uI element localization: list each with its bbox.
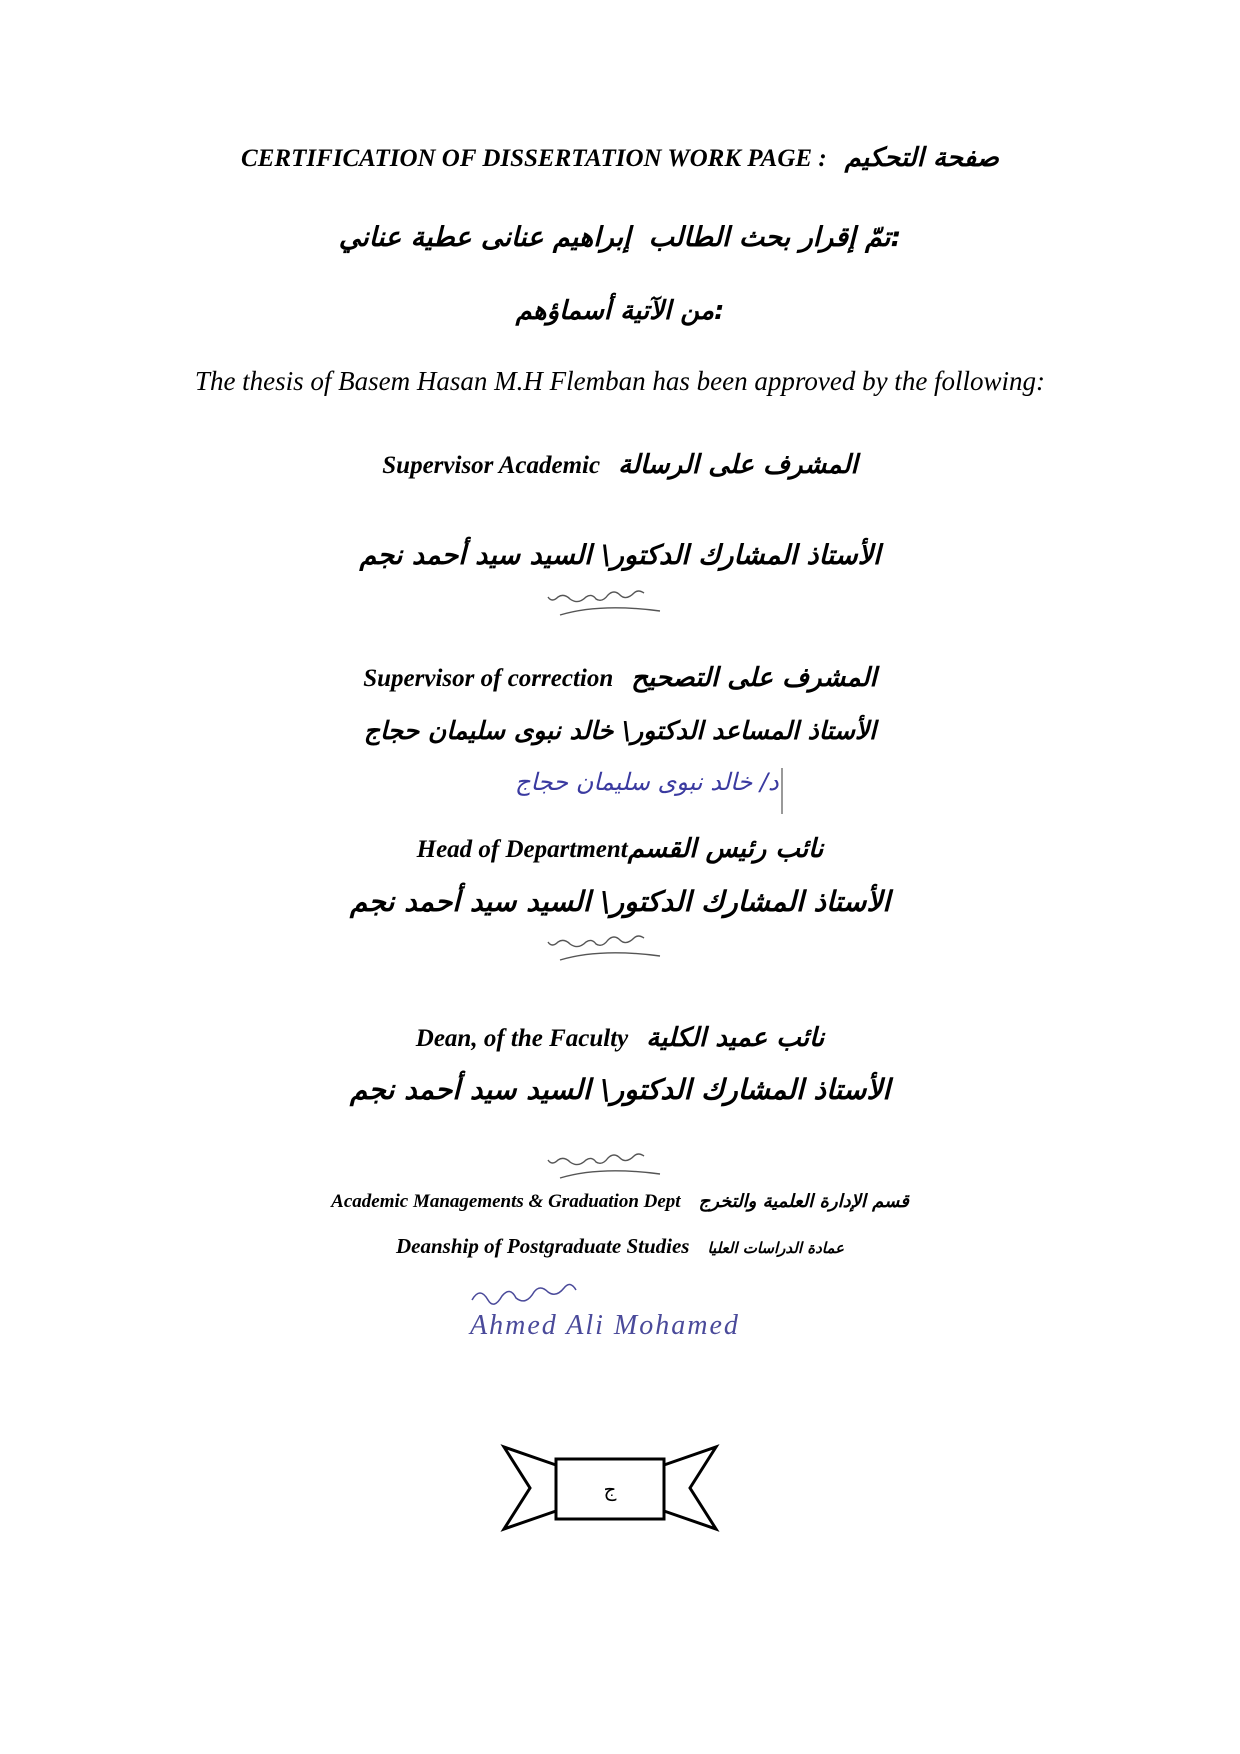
student-line [0,222,1240,253]
signature-3 [540,930,680,970]
section-3-role [0,834,1240,864]
student-name: إبراهيم عنانى عطية عناني [338,222,631,253]
footer-dept-1-en: Academic Managements & Graduation Dept [331,1191,681,1212]
page-number-ornament [500,1443,720,1533]
section-1-role [0,450,1240,480]
section-1-role-en: Supervisor Academic [382,452,601,479]
section-1-name: الأستاذ المشارك الدكتور\ السيد سيد أحمد نجم [359,540,881,571]
footer-dept-1-ar: قسم الإدارة العلمية والتخرج [698,1191,909,1212]
approvers-intro: من الآتية أسماؤهم: [515,296,725,326]
section-3-role-en: Head of Department [416,836,628,863]
signature-1 [540,585,680,625]
page-title [0,143,1240,173]
section-4-role [0,1023,1240,1053]
section-4-name: الأستاذ المشارك الدكتور\ السيد سيد أحمد نجم [349,1073,891,1106]
section-3-role-ar: نائب رئيس القسم [627,834,824,864]
section-2-name: الأستاذ المساعد الدكتور\ خالد نبوى سليمان حجاج [363,716,877,745]
footer-dept-1 [0,1190,1240,1213]
footer-dept-2 [0,1233,1240,1259]
approval-statement: The thesis of Basem Hasan M.H Flemban has been approved by the following: [194,366,1046,396]
student-label: تمّ إقرار بحث الطالب: [648,222,902,253]
title-ar: صفحة التحكيم [844,143,999,173]
section-4-role-ar: نائب عميد الكلية [646,1023,825,1053]
section-2-role-en: Supervisor of correction [363,665,614,692]
signature-2 [515,768,779,796]
page-number: ج [603,1477,617,1501]
section-4-role-en: Dean, of the Faculty [415,1025,629,1052]
signature-final-text: Ahmed Ali Mohamed [470,1310,740,1341]
section-3-name: الأستاذ المشارك الدكتور\ السيد سيد أحمد نجم [349,885,891,918]
section-1-role-ar: المشرف على الرسالة [618,450,858,480]
signature-2-text: د/ خالد نبوى سليمان حجاج [515,768,779,796]
signature-4 [540,1148,680,1188]
signature-final [462,1278,740,1348]
footer-dept-2-en: Deanship of Postgraduate Studies [396,1234,690,1258]
section-2-role-ar: المشرف على التصحيح [631,663,877,693]
title-en: CERTIFICATION OF DISSERTATION WORK PAGE : [241,145,827,172]
section-2-role [0,663,1240,693]
footer-dept-2-ar: عمادة الدراسات العليا [707,1239,844,1257]
